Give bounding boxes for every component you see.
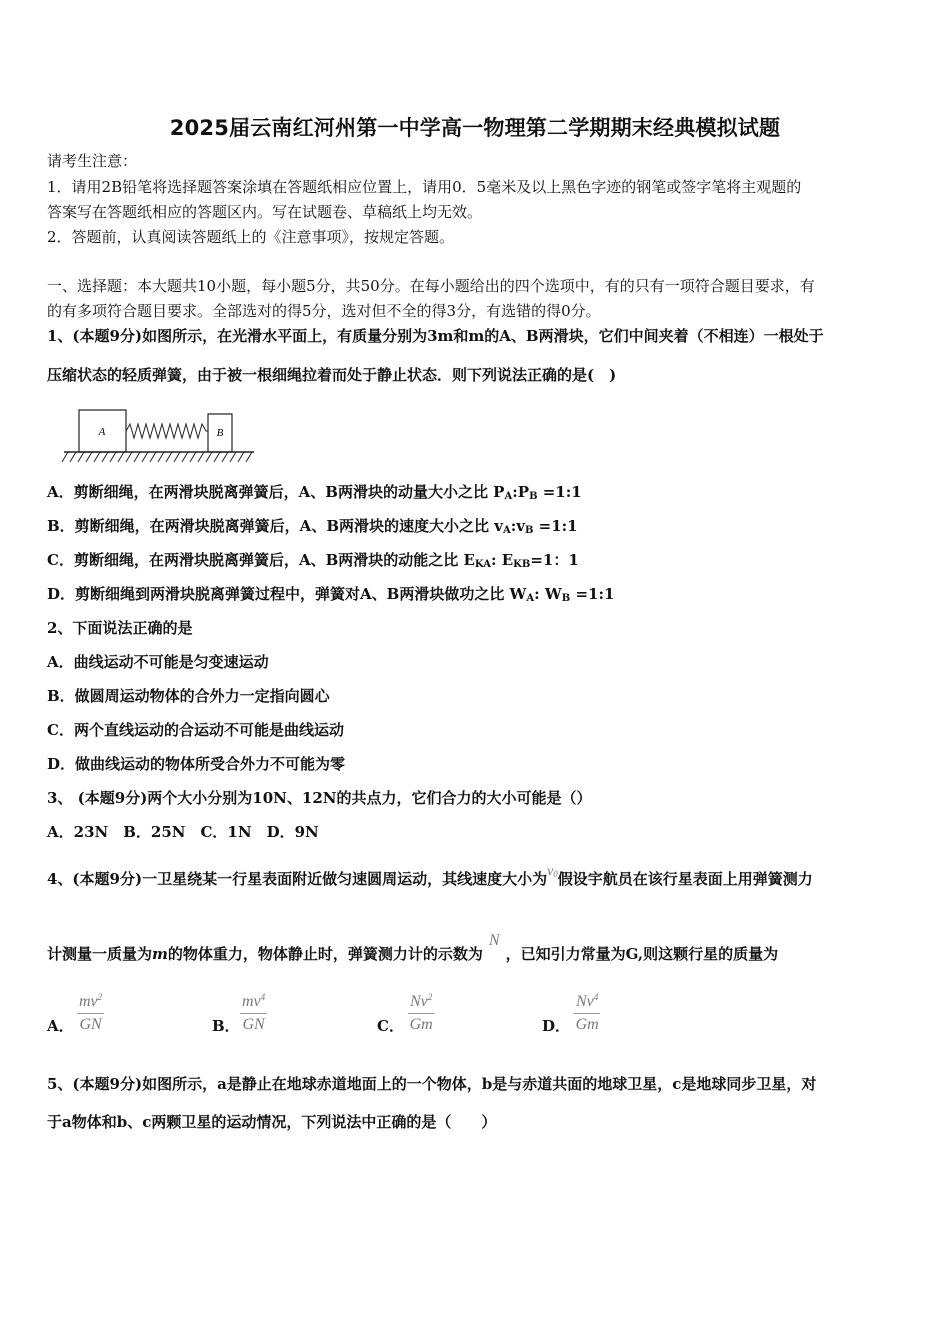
ground-hatching (62, 452, 252, 462)
section-intro-line-2: 的有多项符合题目要求。全部选对的得5分，选对但不全的得3分，有选错的得0分。 (47, 302, 601, 320)
spring (126, 424, 208, 438)
q4-option-b-label: B． (212, 1017, 240, 1035)
q2-option-b: B．做圆周运动物体的合外力一定指向圆心 (47, 687, 330, 705)
q2-option-c: C．两个直线运动的合运动不可能是曲线运动 (47, 721, 344, 739)
section-intro-line-1: 一、选择题：本大题共10小题，每小题5分，共50分。在每小题给出的四个选项中，有的只有一项符合题目要求，有 (47, 277, 815, 295)
q4-option-c-formula: $\frac{Nv^2}{Gm}$ (409, 992, 433, 1033)
notice-heading: 请考生注意： (47, 152, 138, 170)
q4-stem-line-2: 计测量一质量为m的物体重力，物体静止时，弹簧测力计的示数为N，已知引力常量为G,则这颗行星的质量为 (47, 932, 779, 963)
q5-stem-line-2: 于a物体和b、c两颗卫星的运动情况，下列说法中正确的是（ ） (47, 1113, 497, 1131)
q2-option-d: D．做曲线运动的物体所受合外力不可能为零 (47, 755, 346, 773)
q1-stem-line-2: 压缩状态的轻质弹簧，由于被一根细绳拉着而处于静止状态．则下列说法正确的是( ) (47, 366, 617, 384)
q4-option-d-formula: $\frac{Nv^4}{Gm}$ (575, 992, 599, 1033)
q4-option-a-formula: $\frac{mv^2}{GN}$ (79, 992, 103, 1033)
q4-stem-line-1: 4、(本题9分)一卫星绕某一行星表面附近做匀速圆周运动，其线速度大小为$v_0$假设宇航员在该行星表面上用弹簧测力 (47, 864, 813, 888)
exam-title: 2025届云南红河州第一中学高一物理第二学期期末经典模拟试题 (169, 116, 781, 140)
notice-line-1: 1．请用2B铅笔将选择题答案涂填在答题纸相应位置上，请用0．5毫米及以上黑色字迹的钢笔或签字笔将主观题的 (47, 178, 802, 196)
block-b-label: B (216, 427, 224, 439)
q4-option-b-formula: $\frac{mv^4}{GN}$ (242, 992, 266, 1033)
q4-option-d-label: D． (542, 1017, 571, 1035)
q4-option-c-label: C． (377, 1017, 404, 1035)
notice-line-3: 2．答题前，认真阅读答题纸上的《注意事项》，按规定答题。 (47, 228, 455, 246)
q2-stem: 2、下面说法正确的是 (47, 619, 193, 637)
q3-stem: 3、 (本题9分)两个大小分别为10N、12N的共点力，它们合力的大小可能是（） (47, 789, 592, 807)
q1-option-a: A．剪断细绳，在两滑块脱离弹簧后，A、B两滑块的动量大小之比 $P_A:P_B$ =1:1 (47, 483, 582, 502)
q5-stem-line-1: 5、(本题9分)如图所示，a是静止在地球赤道地面上的一个物体，b是与赤道共面的地球卫星，c是地球同步卫星，对 (47, 1075, 817, 1093)
block-a-label: A (98, 426, 106, 438)
q1-stem-line-1: 1、(本题9分)如图所示，在光滑水平面上，有质量分别为3m和m的A、B两滑块，它们中间夹着（不相连）一根处于 (47, 327, 824, 345)
q1-option-c: C．剪断细绳，在两滑块脱离弹簧后，A、B两滑块的动能之比 $E_{KA}$: $E_{KB}=1$：1 (47, 551, 579, 570)
q4-option-a-label: A． (47, 1017, 74, 1035)
q3-options: A．23N B．25N C．1N D．9N (47, 823, 319, 841)
q2-option-a: A．曲线运动不可能是匀变速运动 (47, 653, 269, 671)
q1-option-d: D．剪断细绳到两滑块脱离弹簧过程中，弹簧对A、B两滑块做功之比 $W_A$: $W_B$ =1:1 (47, 585, 615, 604)
notice-line-2: 答案写在答题纸相应的答题区内。写在试题卷、草稿纸上均无效。 (47, 203, 483, 221)
spring-blocks-figure (60, 404, 260, 468)
q1-option-b: B．剪断细绳，在两滑块脱离弹簧后，A、B两滑块的速度大小之比 $v_A:v_B$ =1:1 (47, 517, 578, 536)
